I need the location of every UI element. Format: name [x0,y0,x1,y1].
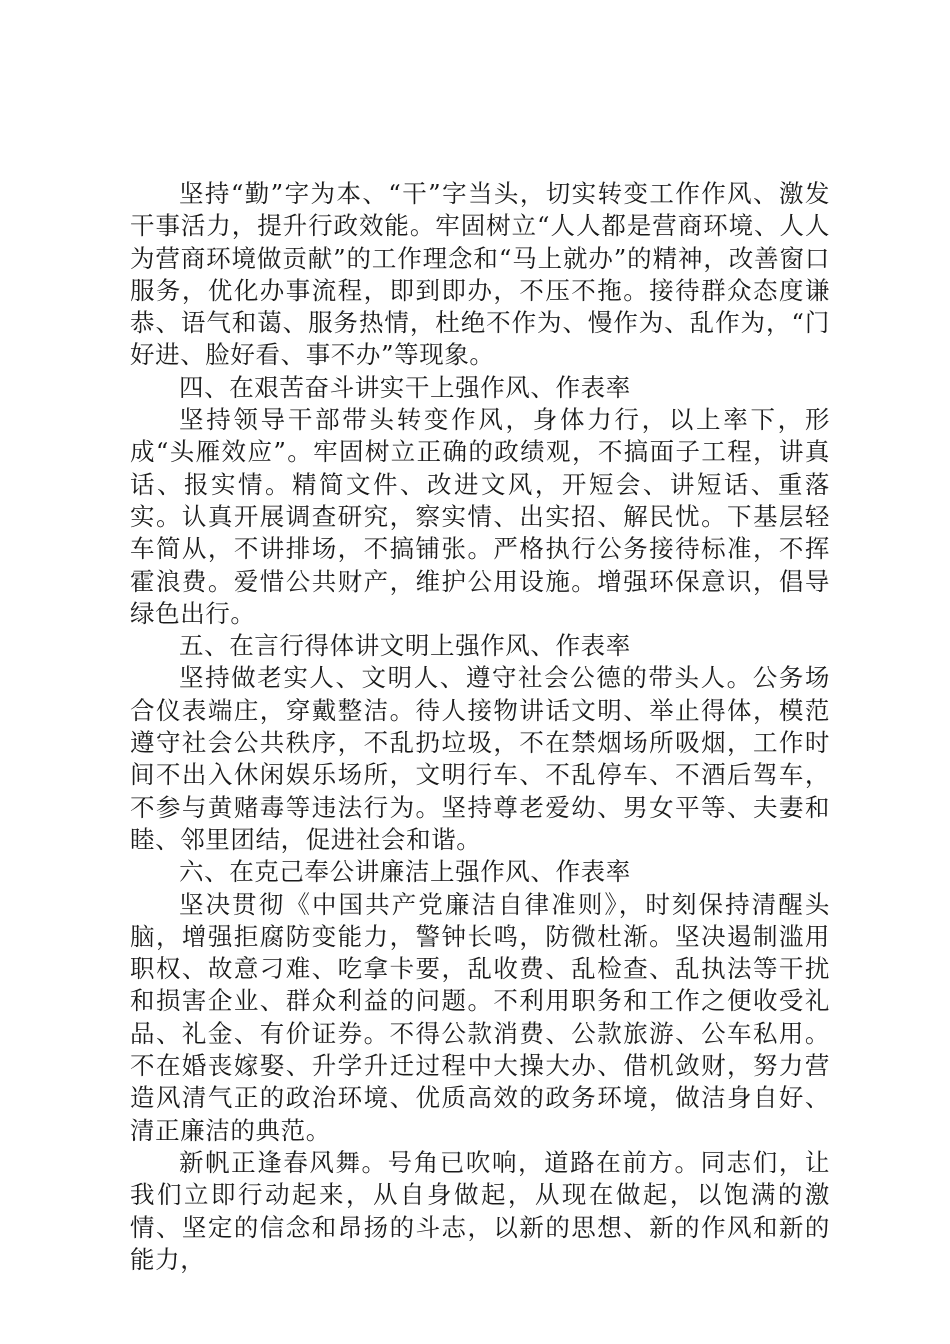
body-paragraph-1: 坚持“勤”字为本、“干”字当头，切实转变工作作风、激发干事活力，提升行政效能。牢固树立“人人都是营商环境、人人为营商环境做贡献”的工作理念和“马上就办”的精神，改善窗口服务，优化办事流程，即到即办，不压不拖。接待群众态度谦恭、语气和蔼、服务热情，杜绝不作为、慢作为、乱作为，“门好进、脸好看、事不办”等现象。 [130,179,830,370]
section-heading-5: 五、在言行得体讲文明上强作风、作表率 [179,631,631,661]
section-heading-4: 四、在艰苦奋斗讲实干上强作风、作表率 [179,372,631,402]
body-paragraph-4: 坚决贯彻《中国共产党廉洁自律准则》，时刻保持清醒头脑，增强拒腐防变能力，警钟长鸣，防微杜渐。坚决遏制滥用职权、故意刁难、吃拿卡要，乱收费、乱检查、乱执法等干扰和损害企业、群众利益的问题。不利用职务和工作之便收受礼品、礼金、有价证券。不得公款消费、公款旅游、公车私用。不在婚丧嫁娶、升学升迁过程中大操大办、借机敛财，努力营造风清气正的政治环境、优质高效的政务环境，做洁身自好、清正廉洁的典范。 [130,889,830,1145]
section-heading-6: 六、在克己奉公讲廉洁上强作风、作表率 [179,857,631,887]
body-paragraph-5: 新帆正逢春风舞。号角已吹响，道路在前方。同志们，让我们立即行动起来，从自身做起，从现在做起，以饱满的激情、坚定的信念和昂扬的斗志，以新的思想、新的作风和新的能力， [130,1147,830,1274]
document-body [130,178,830,1276]
body-paragraph-2: 坚持领导干部带头转变作风，身体力行，以上率下，形成“头雁效应”。牢固树立正确的政绩观，不搞面子工程，讲真话、报实情。精简文件、改进文风，开短会、讲短话、重落实。认真开展调查研究，察实情、出实招、解民忧。下基层轻车简从，不讲排场，不搞铺张。严格执行公务接待标准，不挥霍浪费。爱惜公共财产，维护公用设施。增强环保意识，倡导绿色出行。 [130,405,830,628]
body-paragraph-3: 坚持做老实人、文明人、遵守社会公德的带头人。公务场合仪表端庄，穿戴整洁。待人接物讲话文明、举止得体，模范遵守社会公共秩序，不乱扔垃圾，不在禁烟场所吸烟，工作时间不出入休闲娱乐场所，文明行车、不乱停车、不酒后驾车，不参与黄赌毒等违法行为。坚持尊老爱幼、男女平等、夫妻和睦、邻里团结，促进社会和谐。 [130,663,830,854]
